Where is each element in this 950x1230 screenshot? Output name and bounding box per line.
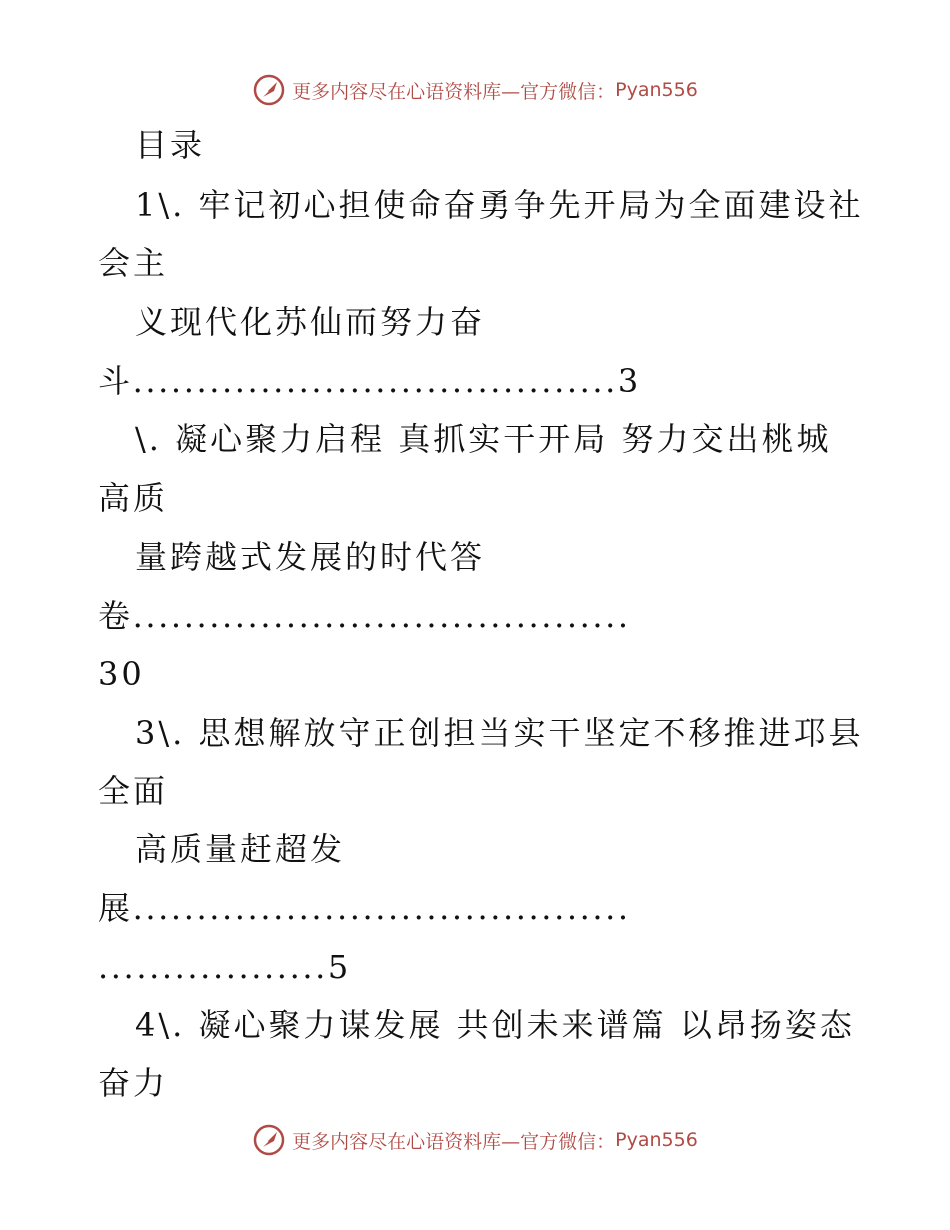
watermark-wechat-id: Pyan556 — [615, 1129, 698, 1151]
quill-logo-icon — [252, 73, 286, 107]
footer-watermark — [0, 1120, 950, 1160]
toc-line: 斗......................................3 — [98, 362, 641, 400]
watermark-text: 更多内容尽在心语资料库—官方微信： — [292, 1130, 616, 1153]
toc-heading: 目录 — [135, 126, 206, 164]
watermark-text: 更多内容尽在心语资料库—官方微信： — [292, 80, 616, 103]
toc-line: 3\. 思想解放守正创担当实干坚定不移推进邛县 — [135, 714, 864, 752]
toc-line: 4\. 凝心聚力谋发展 共创未来谱篇 以昂扬姿态 — [135, 1006, 855, 1044]
quill-logo-icon — [252, 1123, 286, 1157]
toc-line: ..................5 — [98, 948, 351, 986]
toc-line: 卷....................................... — [98, 597, 631, 635]
toc-line: 义现代化苏仙而努力奋 — [135, 303, 486, 341]
toc-line: \. 凝心聚力启程 真抓实干开局 努力交出桃城 — [135, 420, 832, 458]
header-watermark — [0, 70, 950, 110]
toc-line: 会主 — [98, 244, 169, 282]
toc-line: 量跨越式发展的时代答 — [135, 538, 486, 576]
toc-line: 奋力 — [98, 1064, 169, 1102]
toc-line: 1\. 牢记初心担使命奋勇争先开局为全面建设社 — [135, 186, 864, 224]
toc-line: 高质 — [98, 479, 169, 517]
toc-line: 30 — [98, 655, 145, 693]
toc-line: 高质量赶超发 — [135, 830, 346, 868]
toc-line: 展....................................... — [98, 889, 631, 927]
toc-line: 全面 — [98, 772, 169, 810]
watermark-wechat-id: Pyan556 — [615, 79, 698, 101]
